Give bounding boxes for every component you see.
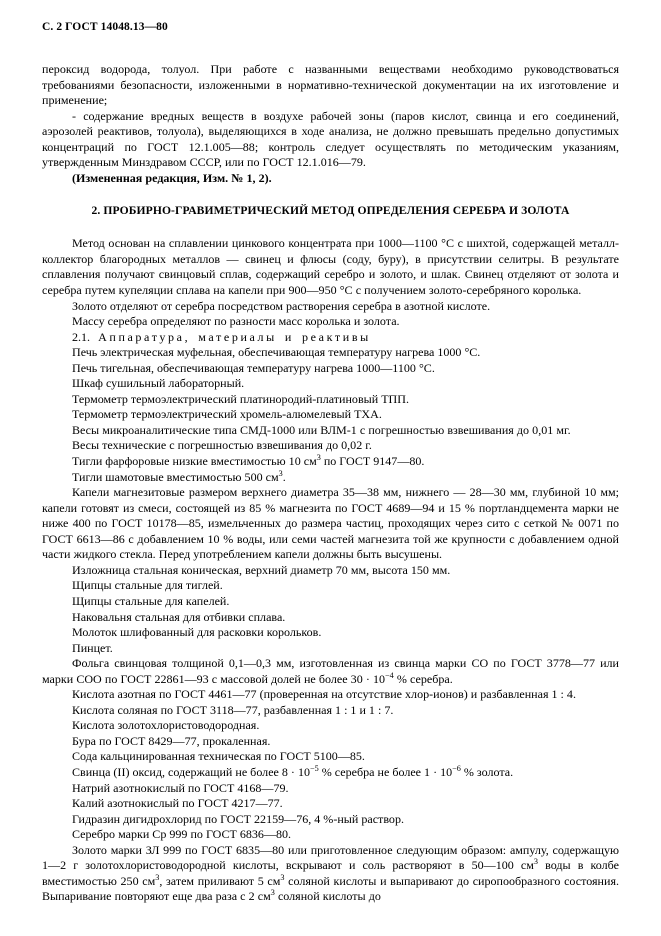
spacer-after-section-title [42,218,619,236]
line-chloroauric-acid: Кислота золотохлористоводородная. [72,718,260,733]
line-borax: Бура по ГОСТ 8429—77, прокаленная. [72,733,271,748]
clause-2-1-word-i: и [284,329,294,344]
spacer-before-section-title [42,186,619,203]
section-2-title: 2. ПРОБИРНО-ГРАВИМЕТРИЧЕСКИЙ МЕТОД ОПРЕДЕЛЕНИЯ СЕРЕБРА И ЗОЛОТА [91,204,570,218]
lead-oxide-exponent-silver: −5 [310,763,319,773]
gold-superscript-4: 3 [270,888,275,898]
line-silver-grade: Серебро марки Ср 999 по ГОСТ 6836—80. [72,827,292,842]
body-text-column [42,62,619,905]
lead-oxide-text-c: % золота. [460,764,514,779]
line-muffle-furnace: Печь электрическая муфельная, обеспечивающая температуру нагрева 1000 °С. [72,345,481,360]
line-crucible-furnace: Печь тигельная, обеспечивающая температуру нагрева 1000—1100 °С. [72,360,435,375]
line-thermometer-tpp: Термометр термоэлектрический платинородий-платиновый ТПП. [72,391,409,406]
line-sodium-nitrate: Натрий азотнокислый по ГОСТ 4168—79. [72,780,289,795]
clause-2-1-heading [42,330,619,346]
page-running-header: С. 2 ГОСТ 14048.13—80 [42,21,168,33]
line-thermometer-tha: Термометр термоэлектрический хромель-алюмелевый ТХА. [72,407,382,422]
clause-gap-4 [294,330,302,344]
gold-text-a: Золото марки ЗЛ 999 по ГОСТ 6835—80 или приготовленное следующим образом: ампулу, содержащую 1—2 г золотохлористоводородной кислоты, вскрывают и соль растворяют в 50—100 см [42,842,619,873]
gold-text-d: соляной кислоты и выпаривают до сиропообразного состояния. Выпаривание повторяют еще два раза с 2 см [42,873,619,904]
line-drying-cabinet: Шкаф сушильный лабораторный. [72,376,245,391]
paragraph-gold-grade [42,843,619,905]
gold-superscript-2: 3 [155,872,160,882]
paragraph-peroxide-safety: пероксид водорода, толуол. При работе с названными веществами необходимо руководствоваться требованиями безопасности, изложенными в нормативно-технической документации на их изготовление и применение; [42,62,619,108]
clause-gap-3 [277,330,285,344]
line-steel-mold: Изложница стальная коническая, верхний диаметр 70 мм, высота 150 мм. [72,562,451,577]
line-lead-oxide [42,765,619,781]
line-steel-anvil: Наковальня стальная для отбивки сплава. [72,609,286,624]
line-crucible-tongs: Щипцы стальные для тиглей. [72,578,223,593]
line-technical-balance: Весы технические с погрешностью взвешивания до 0,02 г. [72,438,372,453]
line-nitric-acid: Кислота азотная по ГОСТ 4461—77 (проверенная на отсутствие хлор-ионов) и разбавленная 1 : 4. [72,687,576,702]
clause-gap-1 [90,330,98,344]
line-polished-hammer: Молоток шлифованный для расковки корольков. [72,625,322,640]
line-chamotte-crucibles [42,470,619,486]
gold-superscript-3: 3 [280,872,285,882]
line-tweezers: Пинцет. [72,640,113,655]
lead-foil-exponent: −4 [385,670,394,680]
line-soda-ash: Сода кальцинированная техническая по ГОСТ 5100—85. [72,749,365,764]
clause-2-1-word-materialy: материалы [198,329,277,344]
line-hydrochloric-acid: Кислота соляная по ГОСТ 3118—77, разбавленная 1 : 1 и 1 : 7. [72,702,394,717]
gold-text-e: соляной кислоты до [274,889,381,904]
paragraph-lead-foil [42,656,619,687]
gold-text-b: воды в колбе вместимостью 250 см [42,858,619,888]
paragraph-magnesite-cupels: Капели магнезитовые размером верхнего диаметра 35—38 мм, нижнего — 28—30 мм, глубиной 10 мм; капели готовят из смеси, состоящей из 85 % магнезита по ГОСТ 4689—94 и 15 % портландцемента марки не ниже 400 по ГОСТ 10178—85, измельченных до размера частиц, проходящих через сито с сеткой № 0071 по ГОСТ 6613—86 с добавлением 10 % воды, или семи частей магнезита той же крупности с добавлением одной части жидкого стекла. Перед употреблением капели должны быть высушены. [42,485,619,562]
lead-oxide-text-a: Свинца (II) оксид, содержащий не более 8 · 10 [72,764,311,779]
chamotte-crucibles-text-b: . [282,469,286,484]
gold-text-c: , затем приливают 5 см [159,873,281,888]
line-cupel-tongs: Щипцы стальные для капелей. [72,593,230,608]
paragraph-method-description: Метод основан на сплавлении цинкового концентрата при 1000—1100 °С с шихтой, содержащей металл-коллектор благородных металлов — свинец и флюсы (соду, буру), в присутствии селитры. В результате сплавления получают свинцовый сплав, содержащий серебро и золото, и шлак. Свинец отделяют от золота и серебра путем купеляции сплава на капели при 900—950 °С с получением золото-серебряного королька. [42,236,619,298]
chamotte-crucibles-text-a: Тигли шамотовые вместимостью 500 см [72,469,279,484]
line-porcelain-crucibles [42,454,619,470]
lead-oxide-text-b: % серебра не более 1 · 10 [318,764,453,779]
chamotte-crucibles-superscript: 3 [278,468,283,478]
clause-2-1-word-apparatura: Аппаратура, [98,329,191,344]
line-hydrazine-dihydrochloride: Гидразин дигидрохлорид по ГОСТ 22159—76, 4 %-ный раствор. [72,811,404,826]
line-potassium-nitrate: Калий азотнокислый по ГОСТ 4217—77. [72,796,283,811]
porcelain-crucibles-text-a: Тигли фарфоровые низкие вместимостью 10 см [72,454,317,469]
lead-oxide-exponent-gold: −6 [452,763,461,773]
line-silver-mass: Массу серебра определяют по разности масс королька и золота. [72,314,400,329]
porcelain-crucibles-text-b: по ГОСТ 9147—80. [320,454,425,469]
paragraph-harmful-substances: - содержание вредных веществ в воздухе рабочей зоны (паров кислот, свинца и его соединений, аэрозолей реактивов, толуола), выделяющихся в ходе анализа, не должно превышать предельно допустимых концентраций по ГОСТ 12.1.005—88; контроль следует осуществлять по методическим указаниям, утвержденным Минздравом СССР, или по ГОСТ 12.1.016—79. [42,108,619,170]
lead-foil-text-b: % серебра. [393,671,453,686]
amendment-note: (Измененная редакция, Изм. № 1, 2). [72,170,272,185]
clause-2-1-number: 2.1. [72,329,91,344]
line-gold-separation: Золото отделяют от серебра посредством растворения серебра в азотной кислоте. [72,298,491,313]
porcelain-crucibles-superscript: 3 [316,453,321,463]
gold-superscript-1: 3 [533,857,538,867]
clause-2-1-word-reaktivy: реактивы [301,329,371,344]
lead-foil-text-a: Фольга свинцовая толщиной 0,1—0,3 мм, изготовленная из свинца марки СО по ГОСТ 3778—77 или марки СОО по ГОСТ 22861—93 с массовой долей не более 30 · 10 [42,656,619,686]
paragraph-microanalytical-balance: Весы микроаналитические типа СМД-1000 или ВЛМ-1 с погрешностью взвешивания до 0,01 мг. [72,422,571,437]
